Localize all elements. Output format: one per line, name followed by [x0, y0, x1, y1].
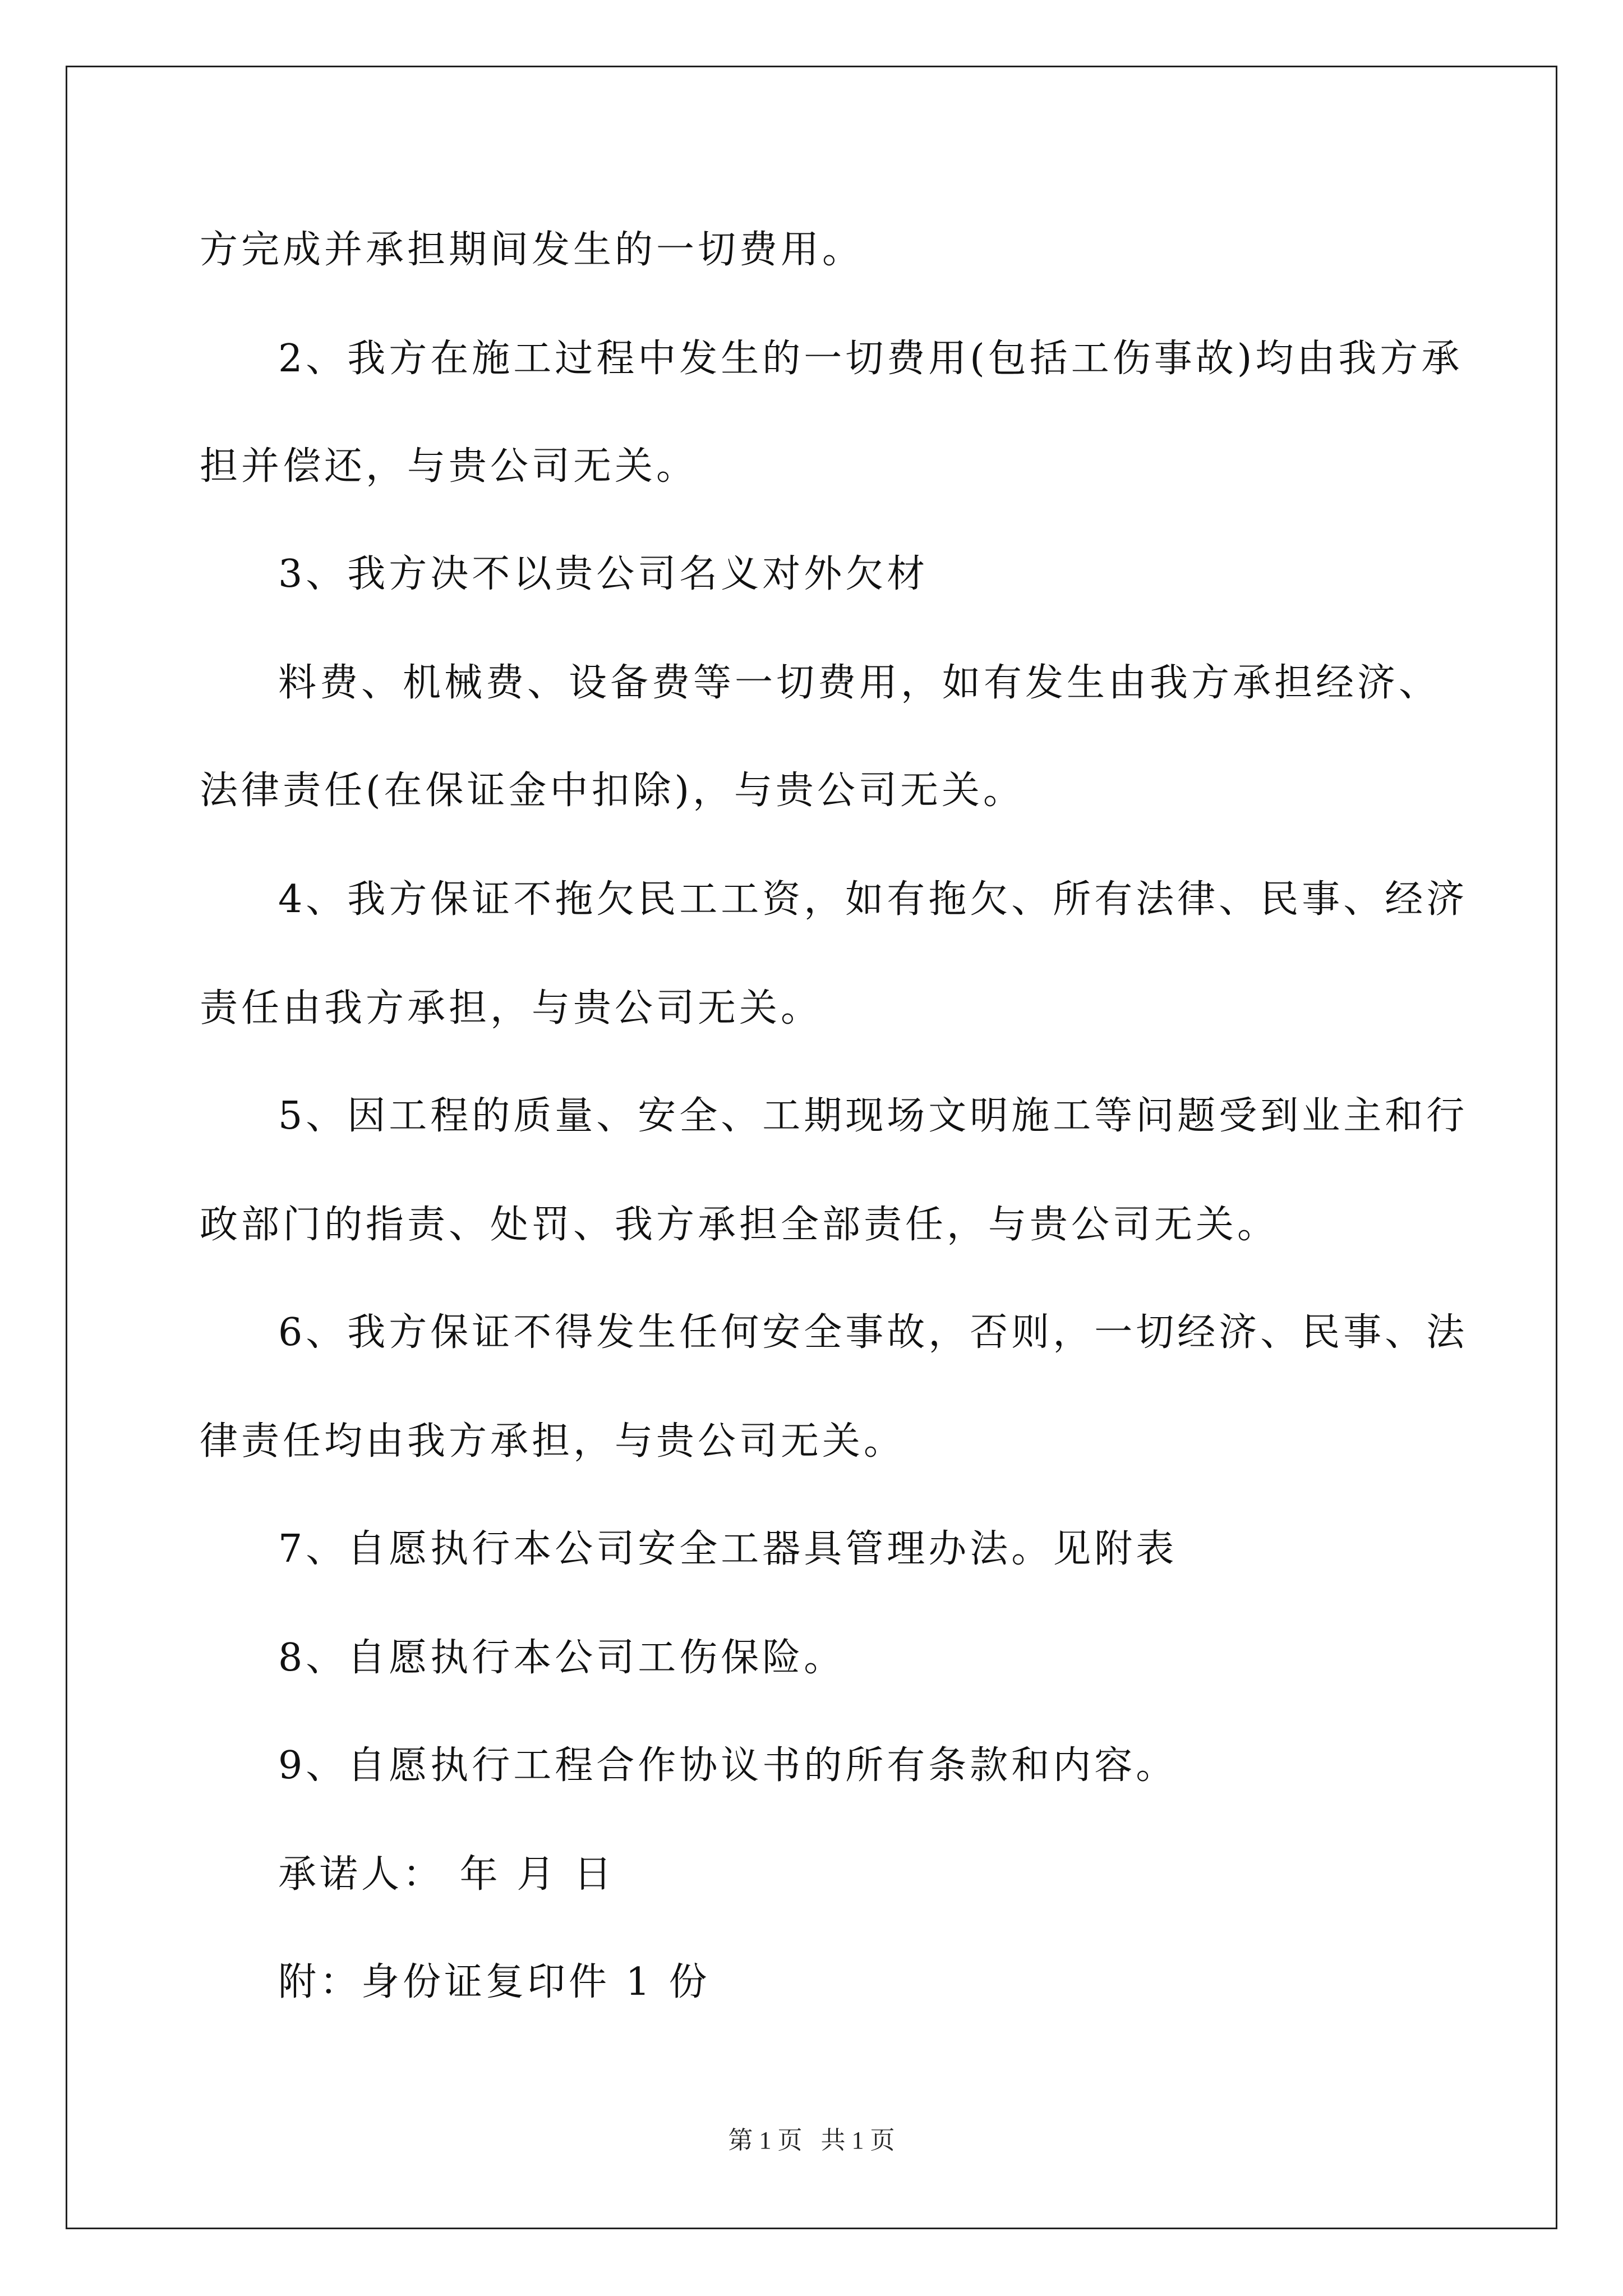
text-line-15: 9、自愿执行工程合作协议书的所有条款和内容。 [278, 1743, 1178, 1788]
signature-line: 承诺人： 年 月 日 [278, 1852, 615, 1897]
text-line-1: 方完成并承担期间发生的一切费用。 [200, 228, 864, 272]
text-line-13: 7、自愿执行本公司安全工器具管理办法。见附表 [278, 1527, 1178, 1571]
text-line-4: 3、我方决不以贵公司名义对外欠材 [278, 552, 929, 596]
text-line-9: 5、因工程的质量、安全、工期现场文明施工等问题受到业主和行 [278, 1094, 1468, 1138]
text-line-14: 8、自愿执行本公司工伤保险。 [278, 1636, 846, 1680]
text-line-5: 料费、机械费、设备费等一切费用，如有发生由我方承担经济、 [278, 661, 1441, 705]
page-number-footer: 第 1 页 共 1 页 [728, 2127, 895, 2154]
text-line-12: 律责任均由我方承担，与贵公司无关。 [200, 1419, 906, 1464]
text-line-3: 担并偿还，与贵公司无关。 [200, 444, 698, 489]
text-line-8: 责任由我方承担，与贵公司无关。 [200, 986, 823, 1030]
text-line-10: 政部门的指责、处罚、我方承担全部责任，与贵公司无关。 [200, 1203, 1279, 1247]
attachment-line: 附：身份证复印件 1 份 [278, 1960, 711, 2004]
text-line-6: 法律责任(在保证金中扣除)，与贵公司无关。 [200, 769, 1025, 813]
page-border [66, 66, 1557, 2229]
text-line-2: 2、我方在施工过程中发生的一切费用(包括工伤事故)均由我方承 [278, 337, 1463, 381]
text-line-11: 6、我方保证不得发生任何安全事故，否则，一切经济、民事、法 [278, 1310, 1468, 1355]
text-line-7: 4、我方保证不拖欠民工工资，如有拖欠、所有法律、民事、经济 [278, 877, 1468, 922]
